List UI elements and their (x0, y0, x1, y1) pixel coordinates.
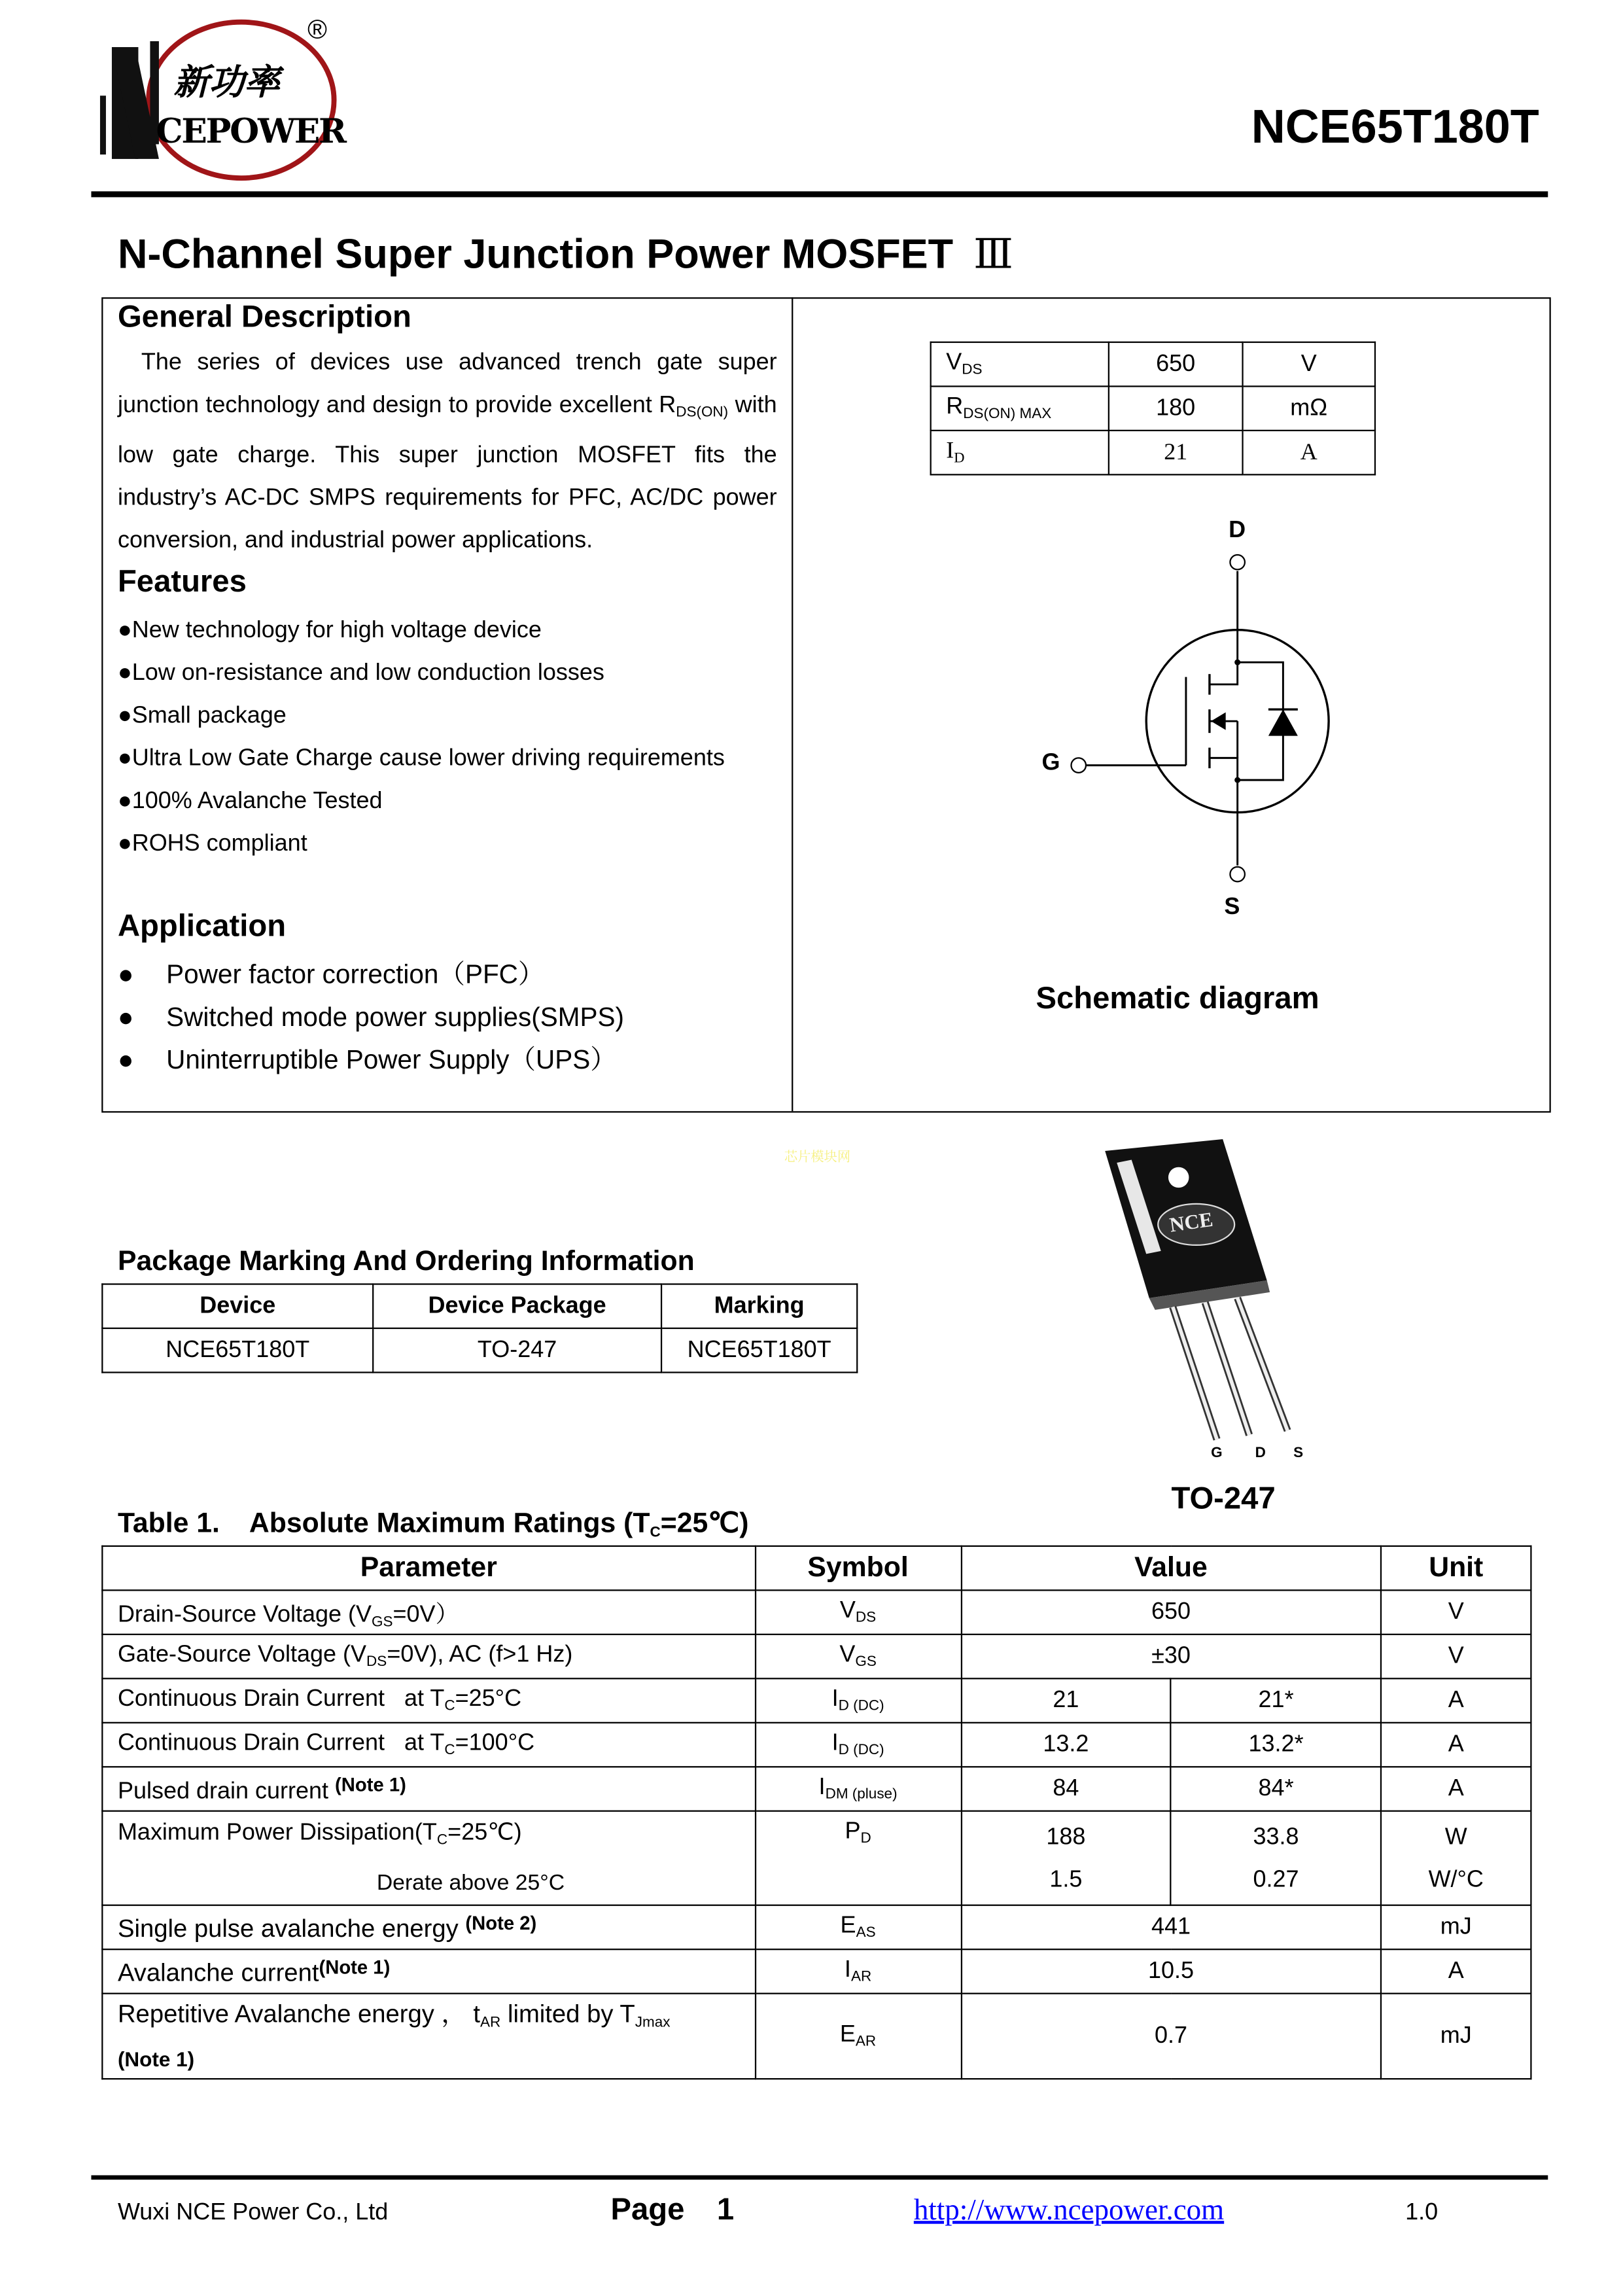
table-row: Maximum Power $Dissipation(T_C=25℃)$ Derate above 25°C $P_D$ 188 1.5 33.8 0.27 W W/°C (102, 1811, 1531, 1905)
table-row: NCE65T180T TO-247 NCE65T180T (102, 1328, 857, 1372)
table-row: Pulsed drain current $^{(Note 1)}$ $I_{DM (pluse)}$ 84 84* A (102, 1767, 1531, 1810)
footer-website-link[interactable]: http://www.ncepower.com (913, 2194, 1225, 2227)
footer-rule (91, 2175, 1548, 2180)
schematic-caption: Schematic diagram (1036, 981, 1319, 1016)
page-title: N-Channel Super Junction Power MOSFET Ⅲ (117, 229, 1013, 279)
overview-divider (792, 297, 793, 1111)
pin-label-g: G (1211, 1445, 1223, 1462)
gate-label: G (1041, 751, 1060, 776)
feature-item: ●Ultra Low Gate Charge cause lower driving requirements (117, 746, 725, 771)
footer-company: Wuxi NCE Power Co., Ltd (117, 2200, 389, 2225)
spec-row: $V_{DS}$ 650 V (931, 342, 1375, 386)
package-name: TO-247 (1171, 1482, 1276, 1516)
source-label: S (1224, 894, 1240, 920)
feature-item: ●Small package (117, 703, 287, 729)
table-row: Single pulse avalanche energy $^{(Note 2)}$ $E_{AS}$ 441 mJ (102, 1905, 1531, 1949)
general-description-heading: General Description (117, 300, 411, 334)
header-rule (91, 191, 1548, 197)
table-header-row: Device Device Package Marking (102, 1284, 857, 1328)
ordering-heading: Package Marking And Ordering Information (117, 1246, 695, 1278)
table1-title: Table 1. Absolute Maximum Ratings $(T_C=25℃)$ (117, 1508, 749, 1542)
part-number: NCE65T180T (1251, 99, 1539, 153)
absolute-max-ratings-table (101, 1545, 1531, 2079)
watermark: 芯片模块网 (784, 1149, 851, 1165)
mosfet-schematic (1030, 515, 1354, 927)
features-heading: Features (117, 565, 247, 599)
application-heading: Application (117, 910, 287, 944)
table-row: Continuous Drain Current at $T_C=100^\circ C$ $I_{D (DC)}$ 13.2 13.2* A (102, 1723, 1531, 1767)
spec-row: $R_{DS(ON) MAX}$ 180 mΩ (931, 386, 1375, 430)
features-list (118, 609, 777, 865)
ncepower-logo: 新功率 CEPOWER ® (91, 14, 349, 191)
feature-item: ●Low on-resistance and low conduction losses (117, 660, 604, 686)
footer-version: 1.0 (1405, 2200, 1439, 2225)
spec-row: $I_D$ 21 A (931, 431, 1375, 474)
pin-label-s: S (1293, 1445, 1304, 1462)
feature-item: ●ROHS compliant (117, 831, 307, 857)
table-row: Continuous Drain Current at $T_C=25^\circ C$ $I_{D (DC)}$ 21 21* A (102, 1678, 1531, 1722)
table-header-row: Parameter Symbol Value Unit (102, 1546, 1531, 1590)
drain-label: D (1229, 518, 1246, 543)
footer-page: Page 1 (610, 2193, 735, 2227)
to247-package-image: NCE G D S (1096, 1133, 1317, 1472)
pin-label-d: D (1255, 1445, 1266, 1462)
application-item: ● Switched mode power supplies(SMPS) (117, 1002, 625, 1032)
feature-item: ●New technology for high voltage device (117, 618, 542, 643)
application-item: ● Power factor correction（PFC） (117, 959, 545, 989)
application-item: ● Uninterruptible Power Supply（UPS） (117, 1045, 617, 1074)
table-row: Drain-Source Voltage $(V_{GS}=0V)$ $V_{DS}$ 650 V (102, 1590, 1531, 1634)
feature-item: ●100% Avalanche Tested (117, 788, 383, 814)
general-description-text: The series of devices use advanced trench gate super junction technology and design to provide excellent $R_{DS(ON)}$ with low gate charge. This super junction MOSFET fits the industry’s AC-DC SMPS requirements for PFC, AC/DC power conversion, and industrial power applications. (117, 350, 777, 554)
key-specs-table (930, 342, 1376, 476)
table-row: Repetitive Avalanche energy ， $t_{AR}$ limited by $T_{Jmax}$ (Note 1) $E_{AR}$ 0.7 mJ (102, 1994, 1531, 2079)
table-row: Gate-Source Voltage $(V_{DS}=0V)$, AC (f>1 Hz) $V_{GS}$ ±30 V (102, 1634, 1531, 1678)
table-row: Avalanche current$^{(Note 1)}$ $I_{AR}$ 10.5 A (102, 1949, 1531, 1993)
left-column (118, 300, 777, 1082)
ordering-table (101, 1283, 858, 1373)
